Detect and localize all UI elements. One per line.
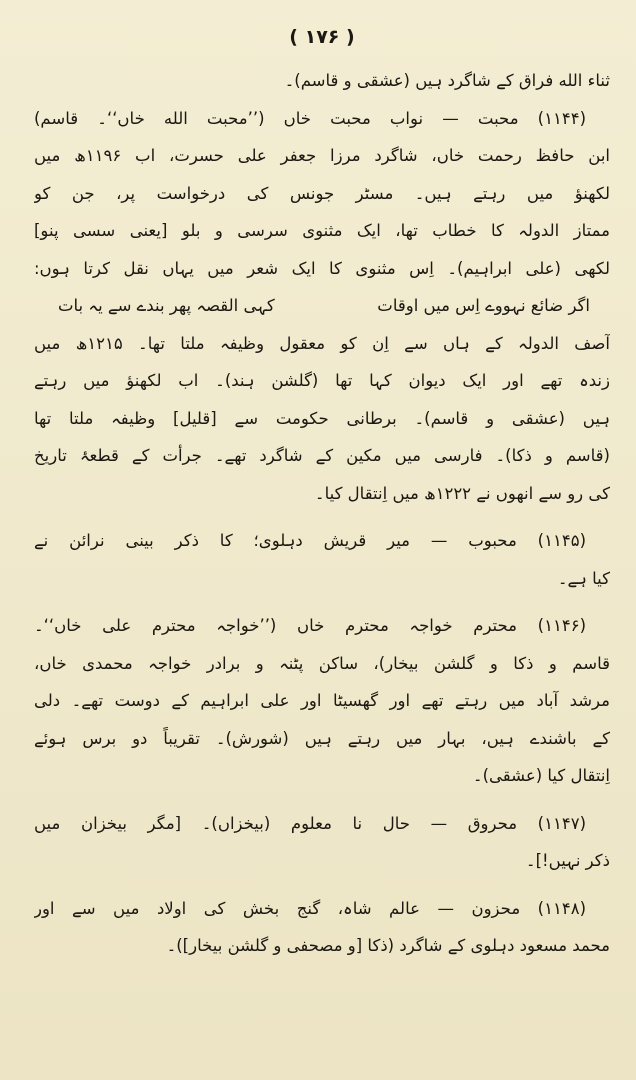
- verse-first-hemistich: اگر ضائع نہووے اِس میں اوقات: [377, 296, 590, 315]
- entry-1147-heading: (۱۱۴۷) محروق — حال نا معلوم (بیخزاں)۔ [مگر بیخزان میں: [34, 813, 586, 833]
- text-line: محمد مسعود دہلوی کے شاگرد (ذکا [و مصحفی و گلشن بیخار])۔: [166, 936, 610, 955]
- verse-second-hemistich: کہی القصہ پھر بندے سے یہ بات: [58, 296, 275, 315]
- text-line: ابن حافظ رحمت خاں، شاگرد مرزا جعفر علی حسرت، اب ۱۱۹۶ھ میں: [34, 146, 610, 165]
- text-line: ہیں (عشقی و قاسم)۔ برطانی حکومت سے [قلیل] وظیفہ ملتا تھا: [34, 408, 610, 428]
- text-line: کیا ہے۔: [557, 568, 610, 588]
- text-line: لکھی (علی ابراہیم)۔ اِس مثنوی کا ایک شعر میں یہاں نقل کرتا ہوں:: [34, 258, 610, 278]
- entry-1145-heading: (۱۱۴۵) محبوب — میر قریش دہلوی؛ کا ذکر بینی نرائن نے: [34, 531, 586, 550]
- text-line: (قاسم و ذکا)۔ فارسی میں مکین کے شاگرد تھے۔ جرأت کے قطعۂ تاریخ: [34, 446, 610, 465]
- text-line: اِنتقال کیا (عشقی)۔: [472, 766, 610, 785]
- text-line: کی رو سے انھوں نے ۱۲۲۲ھ میں اِنتقال کیا۔: [314, 483, 610, 503]
- entry-1144-heading: (۱۱۴۴) محبت — نواب محبت خاں (’’محبت الله خاں‘‘۔ قاسم): [34, 108, 586, 128]
- verse-couplet: [34, 287, 610, 325]
- page-number: ( ۱۷۶ ): [289, 26, 355, 48]
- text-line: آصف الدولہ کے ہاں سے اِن کو معقول وظیفہ ملتا تھا۔ ۱۲۱۵ھ میں: [34, 333, 610, 353]
- entry-1146-heading: (۱۱۴۶) محترم خواجہ محترم خاں (’’خواجہ محترم علی خاں‘‘۔: [34, 616, 586, 635]
- text-line: ممتاز الدولہ کا خطاب تھا، ایک مثنوی سرسی و بلو [یعنی سسی پنو]: [34, 221, 610, 240]
- text-line: ذکر نہیں!]۔: [525, 851, 610, 870]
- page-header: [34, 22, 610, 62]
- text-line: قاسم و ذکا و گلشن بیخار)، ساکن پٹنہ و برادر خواجہ محمدی خاں،: [34, 653, 610, 673]
- text-line: ثناء الله فراق کے شاگرد ہیں (عشقی و قاسم)۔: [284, 71, 610, 90]
- text-line: لکھنؤ میں رہتے ہیں۔ مسٹر جونس کی درخواست پر، جن کو: [34, 183, 610, 203]
- text-line: کے باشندے ہیں، بہار میں رہتے ہیں (شورش)۔ تقریباً دو برس ہوئے: [34, 728, 610, 748]
- text-line: زندہ تھے اور ایک دیوان کہا تھا (گلشن ہند)۔ اب لکھنؤ میں رہتے: [34, 371, 610, 390]
- text-line: مرشد آباد میں رہتے تھے اور گھسیٹا اور علی ابراہیم کے دوست تھے۔ دلی: [34, 691, 610, 710]
- page-body: [34, 62, 610, 965]
- entry-1148-heading: (۱۱۴۸) محزون — عالم شاہ، گنج بخش کی اولاد میں سے اور: [34, 898, 586, 918]
